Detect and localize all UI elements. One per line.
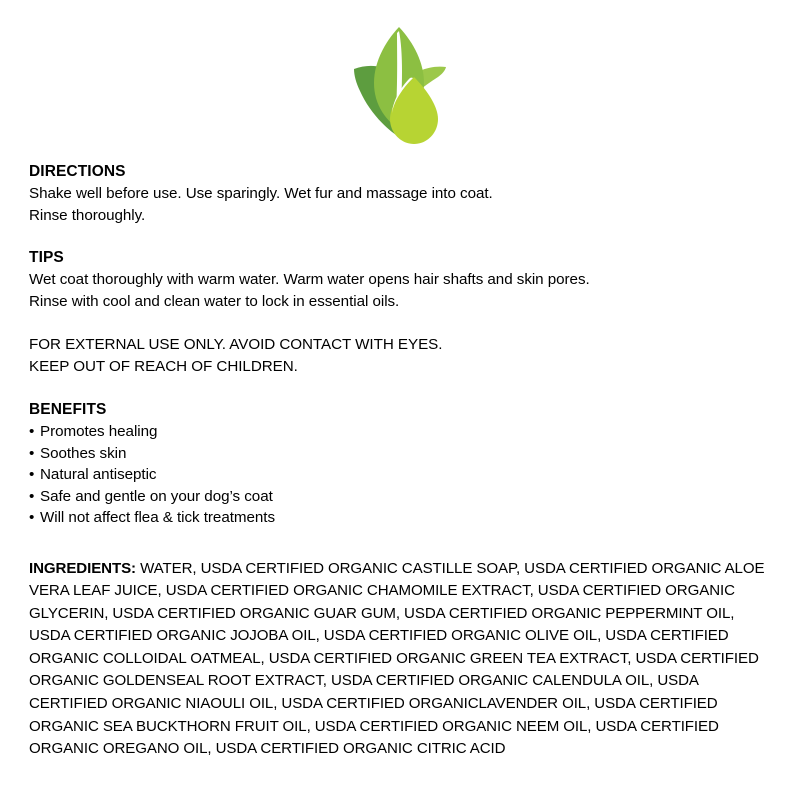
benefit-text: Natural antiseptic bbox=[40, 466, 157, 483]
warning-line-1: FOR EXTERNAL USE ONLY. AVOID CONTACT WITH EYES. bbox=[29, 336, 443, 353]
tips-heading: TIPS bbox=[29, 249, 64, 266]
benefits-section bbox=[29, 400, 771, 529]
benefit-text: Soothes skin bbox=[40, 444, 127, 462]
list-item bbox=[29, 486, 771, 508]
benefits-heading: BENEFITS bbox=[29, 401, 107, 418]
list-item bbox=[29, 421, 771, 443]
tips-section bbox=[29, 248, 771, 312]
directions-section bbox=[29, 162, 771, 226]
tips-line-1: Wet coat thoroughly with warm water. Warm water opens hair shafts and skin pores. bbox=[29, 271, 590, 288]
bullet-icon: • bbox=[29, 487, 35, 505]
directions-line-2: Rinse thoroughly. bbox=[29, 206, 146, 224]
label-copy bbox=[29, 162, 771, 761]
bullet-icon: • bbox=[29, 466, 35, 483]
warning-line-2: KEEP OUT OF REACH OF CHILDREN. bbox=[29, 357, 298, 375]
benefit-text: Safe and gentle on your dog’s coat bbox=[40, 487, 273, 505]
benefit-text: Will not affect flea & tick treatments bbox=[40, 509, 276, 526]
brand-logo bbox=[0, 22, 800, 150]
ingredients-section bbox=[29, 558, 771, 761]
benefit-text: Promotes healing bbox=[40, 423, 158, 440]
tips-line-2: Rinse with cool and clean water to lock in essential oils. bbox=[29, 292, 400, 310]
directions-line-1: Shake well before use. Use sparingly. Wet fur and massage into coat. bbox=[29, 185, 493, 202]
list-item bbox=[29, 464, 771, 486]
spacer bbox=[29, 549, 771, 558]
warning-section bbox=[29, 334, 771, 377]
benefits-list bbox=[29, 421, 771, 529]
list-item bbox=[29, 443, 771, 465]
bullet-icon: • bbox=[29, 423, 35, 440]
list-item bbox=[29, 507, 771, 529]
leaf-and-droplet-logo-icon bbox=[352, 25, 448, 147]
ingredients-text: WATER, USDA CERTIFIED ORGANIC CASTILLE SOAP, USDA CERTIFIED ORGANIC ALOE VERA LEAF JUICE, USDA CERTIFIED ORGANIC CHAMOMILE EXTRACT, USDA CERTIFIED ORGANIC GLYCERIN, USDA CERTIFIED ORGANIC GUAR GUM, USDA CERTIFIED ORGANIC PEPPERMINT OIL, USDA CERTIFIED ORGANIC JOJOBA OIL, USDA CERTIFIED ORGANIC OLIVE OIL, USDA CERTIFIED ORGANIC COLLOIDAL OATMEAL, USDA CERTIFIED ORGANIC GREEN TEA EXTRACT, USDA CERTIFIED ORGANIC GOLDENSEAL ROOT EXTRACT, USDA CERTIFIED ORGANIC CALENDULA OIL, USDA CERTIFIED ORGANIC NIAOULI OIL, USDA CERTIFIED ORGANICLAVENDER OIL, USDA CERTIFIED ORGANIC SEA BUCKTHORN FRUIT OIL, USDA CERTIFIED ORGANIC NEEM OIL, USDA CERTIFIED ORGANIC OREGANO OIL, USDA CERTIFIED ORGANIC CITRIC ACID bbox=[29, 559, 765, 758]
bullet-icon: • bbox=[29, 444, 35, 462]
directions-heading: DIRECTIONS bbox=[29, 163, 126, 180]
ingredients-heading: INGREDIENTS: bbox=[29, 559, 136, 577]
bullet-icon: • bbox=[29, 509, 35, 526]
